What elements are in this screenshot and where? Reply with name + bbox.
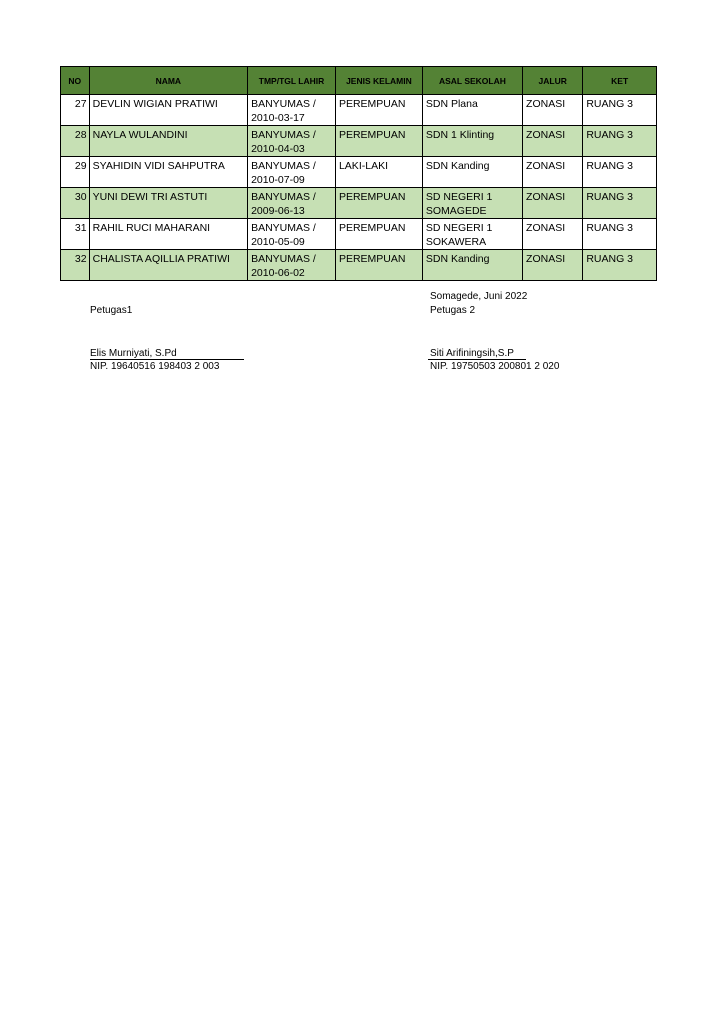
cell-ket: RUANG 3 [583,188,657,219]
cell-ttl [248,219,336,250]
left-signer-role: Petugas1 [90,305,133,316]
cell-nama: RAHIL RUCI MAHARANI [89,219,247,250]
cell-jalur: ZONASI [523,95,583,126]
cell-nama: SYAHIDIN VIDI SAHPUTRA [89,157,247,188]
header-nama: NAMA [89,67,247,95]
cell-tempat: BANYUMAS / [251,129,316,141]
student-table [60,66,657,281]
cell-asal-sekolah [422,250,522,281]
cell-tempat: BANYUMAS / [251,160,316,172]
cell-ttl [248,250,336,281]
cell-no: 32 [61,250,90,281]
cell-sekolah-line1: SDN Kanding [425,253,490,265]
cell-asal-sekolah [422,126,522,157]
cell-no: 28 [61,126,90,157]
cell-ttl [248,157,336,188]
table-row [61,126,657,157]
cell-ket: RUANG 3 [583,126,657,157]
cell-asal-sekolah [422,157,522,188]
cell-tempat: BANYUMAS / [251,222,316,234]
cell-sekolah-line1: SDN Kanding [425,160,490,172]
right-signer-role: Petugas 2 [430,305,476,316]
cell-nama: YUNI DEWI TRI ASTUTI [89,188,247,219]
cell-tempat: BANYUMAS / [251,98,316,110]
cell-jalur: ZONASI [523,126,583,157]
cell-tanggal: 2010-07-09 [251,174,305,186]
cell-asal-sekolah [422,95,522,126]
cell-no: 27 [61,95,90,126]
cell-sekolah-line2: SOMAGEDE [425,205,487,217]
header-jenis-kelamin: JENIS KELAMIN [335,67,422,95]
cell-asal-sekolah [422,219,522,250]
cell-jenis-kelamin: PEREMPUAN [335,95,422,126]
cell-jenis-kelamin: PEREMPUAN [335,126,422,157]
cell-tanggal: 2010-06-02 [251,267,305,279]
cell-tanggal: 2010-03-17 [251,112,305,124]
cell-jalur: ZONASI [523,157,583,188]
cell-no: 31 [61,219,90,250]
cell-no: 29 [61,157,90,188]
header-ttl: TMP/TGL LAHIR [248,67,336,95]
right-signer-name: Siti Arifiningsih,S.P [430,348,514,359]
cell-tempat: BANYUMAS / [251,253,316,265]
header-no: NO [61,67,90,95]
cell-ket: RUANG 3 [583,157,657,188]
table-row [61,95,657,126]
left-signer-nip: NIP. 19640516 198403 2 003 [90,361,220,372]
cell-sekolah-line2: SOKAWERA [425,236,487,248]
table-header-row [61,67,657,95]
header-ket: KET [583,67,657,95]
cell-ket: RUANG 3 [583,250,657,281]
table-row [61,219,657,250]
cell-jenis-kelamin: PEREMPUAN [335,219,422,250]
cell-tanggal: 2009-06-13 [251,205,305,217]
cell-ttl [248,126,336,157]
cell-ket: RUANG 3 [583,95,657,126]
cell-jenis-kelamin: PEREMPUAN [335,250,422,281]
cell-jenis-kelamin: PEREMPUAN [335,188,422,219]
left-signer-name: Elis Murniyati, S.Pd [90,348,177,359]
cell-jalur: ZONASI [523,250,583,281]
table-row [61,157,657,188]
cell-nama: CHALISTA AQILLIA PRATIWI [89,250,247,281]
cell-jenis-kelamin: LAKI-LAKI [335,157,422,188]
table-row [61,188,657,219]
cell-ket: RUANG 3 [583,219,657,250]
cell-no: 30 [61,188,90,219]
cell-nama: NAYLA WULANDINI [89,126,247,157]
cell-jalur: ZONASI [523,219,583,250]
cell-sekolah-line1: SD NEGERI 1 [425,191,493,203]
cell-jalur: ZONASI [523,188,583,219]
cell-sekolah-line1: SDN 1 Klinting [425,129,495,141]
cell-tempat: BANYUMAS / [251,191,316,203]
cell-sekolah-line1: SDN Plana [425,98,478,110]
cell-tanggal: 2010-04-03 [251,143,305,155]
header-jalur: JALUR [523,67,583,95]
cell-nama: DEVLIN WIGIAN PRATIWI [89,95,247,126]
table-row [61,250,657,281]
cell-ttl [248,95,336,126]
header-asal-sekolah: ASAL SEKOLAH [422,67,522,95]
cell-ttl [248,188,336,219]
cell-asal-sekolah [422,188,522,219]
right-signer-nip: NIP. 19750503 200801 2 020 [430,361,560,372]
cell-tanggal: 2010-05-09 [251,236,305,248]
place-date: Somagede, Juni 2022 [430,291,528,302]
cell-sekolah-line1: SD NEGERI 1 [425,222,493,234]
